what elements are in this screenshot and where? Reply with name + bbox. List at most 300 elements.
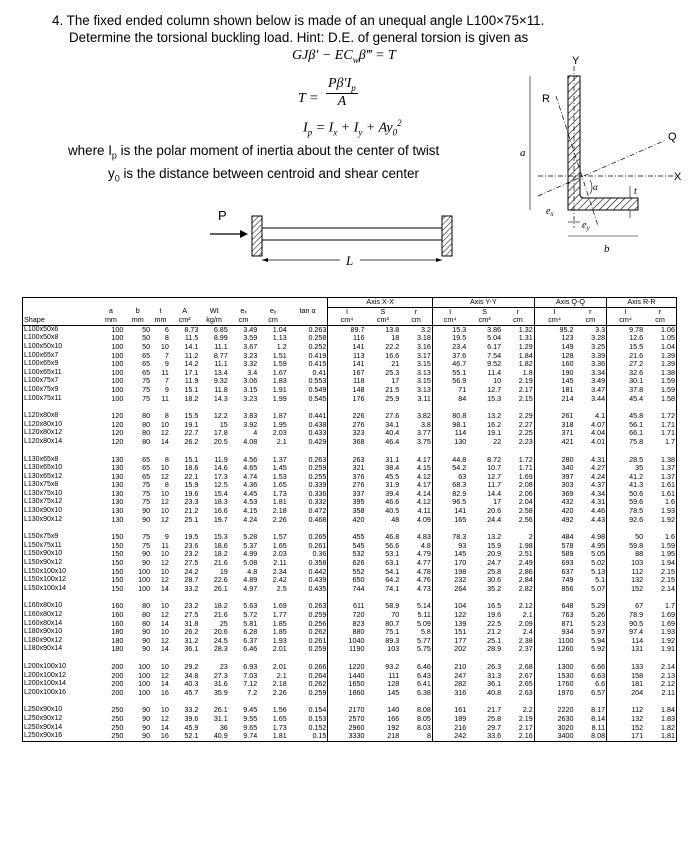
header-unit-0: mm: [104, 315, 117, 325]
table-cell: 0.252: [288, 343, 328, 352]
table-cell: 6.46: [400, 663, 432, 672]
problem-statement: [52, 12, 612, 46]
table-cell: 13.4: [213, 367, 228, 377]
table-cell: 250: [111, 713, 124, 723]
table-cell: 5.04: [487, 333, 502, 343]
table-cell: 1.77: [272, 610, 287, 619]
table-cell: 1300: [557, 661, 574, 671]
table-cell: 100: [111, 367, 124, 377]
table-cell: 823: [352, 618, 365, 628]
table-cell: 1.84: [502, 352, 534, 361]
table-cell: 4.24: [243, 514, 258, 524]
table-cell: 39.6: [184, 713, 199, 723]
table-row: [23, 732, 677, 741]
table-cell: 5.05: [574, 550, 606, 559]
table-cell: 16.2: [487, 419, 502, 429]
table-cell: 45.4: [629, 393, 644, 403]
table-cell: 133: [631, 661, 644, 671]
table-cell: 11.4: [487, 367, 502, 377]
table-cell: 1440: [348, 670, 365, 680]
table-cell: 16: [160, 687, 169, 697]
header-unit-1: mm: [131, 315, 144, 325]
header-symbol-5: eₓ: [240, 306, 247, 316]
table-cell: 30.1: [629, 376, 644, 386]
table-cell: 12: [160, 428, 169, 438]
table-cell: 4.04: [574, 429, 606, 438]
table-cell: 90: [142, 506, 151, 516]
table-cell: 180: [111, 627, 124, 637]
table-cell: 54.2: [452, 463, 467, 473]
table-cell: 4.45: [243, 488, 258, 498]
shape-cell: L100x75x9: [23, 386, 98, 395]
table-cell: 27.3: [213, 670, 228, 680]
table-cell: 5.94: [574, 637, 606, 646]
table-cell: 3.4: [247, 367, 258, 377]
table-cell: 50: [142, 324, 151, 334]
table-cell: 100: [138, 687, 151, 697]
table-cell: 2.49: [502, 559, 534, 568]
table-cell: 200: [111, 679, 124, 689]
table-cell: 376: [352, 471, 365, 481]
table-cell: 40.8: [487, 687, 502, 697]
table-cell: 139: [454, 618, 467, 628]
table-cell: 90: [142, 635, 151, 645]
table-cell: 23.4: [452, 341, 467, 351]
table-cell: 9.78: [629, 324, 644, 334]
table-cell: 693: [561, 558, 574, 568]
table-cell: 31.6: [213, 679, 228, 689]
table-cell: 90: [142, 514, 151, 524]
table-cell: 23: [219, 661, 228, 671]
table-cell: 8: [164, 333, 169, 343]
table-cell: 8.08: [400, 706, 432, 715]
table-cell: 114: [454, 428, 467, 438]
table-cell: 24.5: [213, 635, 228, 645]
table-cell: 177: [454, 635, 467, 645]
table-cell: 45.8: [629, 411, 644, 421]
header-symbol-6: eᵧ: [269, 306, 277, 316]
table-cell: 4.27: [574, 464, 606, 473]
table-cell: 112: [631, 705, 644, 715]
table-cell: 2.03: [272, 549, 287, 559]
table-cell: 1.04: [644, 343, 676, 352]
table-cell: 93.2: [385, 661, 400, 671]
header-unit-10: cm: [400, 316, 432, 325]
table-cell: 0.472: [288, 507, 328, 516]
table-cell: 2.26: [272, 687, 287, 697]
table-cell: 4.09: [400, 516, 432, 525]
table-cell: 226: [352, 411, 365, 421]
table-cell: 1.95: [644, 550, 676, 559]
table-cell: 8.72: [487, 454, 502, 464]
table-cell: 45.5: [385, 471, 400, 481]
table-cell: 1.51: [272, 350, 287, 360]
table-cell: 14.3: [213, 393, 228, 403]
shape-cell: L250x90x12: [23, 715, 98, 724]
table-cell: 1.6: [644, 533, 676, 542]
table-cell: 90: [142, 705, 151, 715]
table-cell: 0.433: [288, 429, 328, 438]
table-cell: 160: [111, 610, 124, 619]
table-cell: 40.4: [385, 428, 400, 438]
table-cell: 95.2: [559, 324, 574, 334]
table-cell: 150: [111, 549, 124, 559]
header-unit-12: cm³: [478, 315, 491, 325]
table-cell: 4.73: [400, 585, 432, 594]
header-unit-3: cm²: [178, 315, 191, 325]
table-cell: 3.15: [243, 384, 258, 394]
table-cell: 749: [561, 575, 574, 585]
shape-cell: L120x80x14: [23, 438, 98, 447]
table-cell: 1.69: [272, 601, 287, 611]
table-cell: 7.12: [243, 679, 258, 689]
table-cell: 4.98: [574, 533, 606, 542]
shape-cell: L150x100x12: [23, 576, 98, 585]
header-unit-15: cm: [574, 316, 606, 325]
table-cell: 15.5: [184, 411, 199, 421]
table-cell: 20.6: [487, 506, 502, 516]
table-cell: 11.1: [214, 359, 228, 369]
table-cell: 98.1: [452, 419, 467, 429]
table-cell: 18.6: [184, 463, 199, 473]
table-cell: 7.54: [487, 350, 502, 360]
table-cell: 18: [391, 333, 400, 343]
table-cell: 23.2: [184, 601, 199, 611]
table-cell: 6: [164, 324, 169, 334]
table-cell: 192: [387, 722, 400, 732]
table-cell: 4.01: [574, 438, 606, 447]
table-cell: 4.95: [574, 542, 606, 551]
table-cell: 123: [561, 333, 574, 343]
table-cell: 214: [561, 393, 574, 403]
table-cell: 1.87: [272, 411, 287, 421]
table-cell: 744: [352, 583, 365, 593]
table-cell: 1.71: [644, 421, 676, 430]
table-cell: 16: [160, 731, 169, 741]
table-cell: 65: [142, 471, 151, 481]
table-cell: 3.44: [574, 395, 606, 404]
table-cell: 1.38: [644, 369, 676, 378]
table-cell: 9.52: [487, 359, 502, 369]
table-cell: 80: [142, 601, 151, 611]
table-cell: 5.72: [243, 610, 258, 619]
shape-cell: L130x75x8: [23, 481, 98, 490]
table-cell: 9: [164, 532, 169, 542]
table-cell: 26.1: [213, 583, 228, 593]
table-cell: 26.1: [213, 705, 228, 715]
table-cell: 1860: [348, 687, 365, 697]
table-cell: 90.5: [629, 618, 644, 628]
table-cell: 250: [111, 705, 124, 715]
table-cell: 0.553: [288, 377, 328, 386]
table-cell: 316: [454, 687, 467, 697]
table-cell: 1.59: [272, 359, 287, 369]
table-cell: 8.99: [213, 333, 228, 343]
table-cell: 11.5: [184, 333, 199, 343]
table-cell: 1.93: [272, 635, 287, 645]
table-cell: 3.39: [574, 352, 606, 361]
table-cell: 12.5: [213, 480, 228, 490]
table-cell: 1.06: [644, 325, 676, 334]
table-cell: 4: [253, 428, 258, 438]
table-cell: 218: [387, 731, 400, 741]
table-cell: 0.336: [288, 490, 328, 499]
table-cell: 14: [160, 722, 169, 732]
table-cell: 250: [111, 722, 124, 732]
table-cell: 5.14: [400, 602, 432, 611]
table-cell: 4.37: [574, 481, 606, 490]
table-cell: 25: [219, 618, 228, 628]
table-cell: 1.65: [272, 713, 287, 723]
table-cell: 5.02: [574, 559, 606, 568]
table-cell: 0.266: [288, 663, 328, 672]
header-symbol-14: I: [553, 306, 556, 316]
table-cell: 1.53: [272, 471, 287, 481]
table-cell: 16.6: [385, 350, 400, 360]
table-cell: 6.37: [243, 635, 258, 645]
table-cell: 8.73: [184, 324, 199, 334]
unit-header-row: [23, 316, 677, 325]
table-cell: 0.152: [288, 724, 328, 733]
table-cell: 5.92: [574, 645, 606, 654]
table-cell: 4.53: [243, 497, 258, 507]
table-cell: 90: [142, 713, 151, 723]
header-symbol-12: S: [482, 306, 488, 316]
table-cell: 0.358: [288, 559, 328, 568]
table-cell: 151: [454, 627, 467, 637]
table-cell: 6.41: [400, 680, 432, 689]
table-cell: 82.9: [452, 488, 467, 498]
table-cell: 492: [561, 514, 574, 524]
table-cell: 158: [631, 670, 644, 680]
table-cell: 80: [142, 610, 151, 619]
table-cell: 4.89: [243, 575, 258, 585]
shape-cell: L250x90x10: [23, 706, 98, 715]
table-cell: 9.32: [213, 376, 228, 386]
table-cell: 3.36: [574, 360, 606, 369]
table-cell: 0.263: [288, 456, 328, 465]
shape-cell: L100x65x11: [23, 369, 98, 378]
table-cell: 2.03: [272, 428, 287, 438]
table-cell: 96.5: [452, 497, 467, 507]
table-cell: 323: [352, 428, 365, 438]
table-cell: 160: [111, 618, 124, 628]
table-cell: 150: [111, 583, 124, 593]
table-cell: 152: [631, 722, 644, 732]
table-cell: 90: [142, 549, 151, 559]
table-cell: 18.3: [213, 497, 228, 507]
table-cell: 18.2: [213, 549, 228, 559]
table-cell: 369: [561, 488, 574, 498]
table-cell: 2220: [557, 705, 574, 715]
table-cell: 200: [111, 661, 124, 671]
table-cell: 15.3: [452, 324, 467, 334]
table-cell: 2.06: [502, 490, 534, 499]
header-symbol-17: r: [644, 307, 676, 316]
equation-torque: T = $\frac{P\beta'I_p}{A}$: [298, 76, 356, 109]
table-row: [23, 395, 677, 404]
table-cell: 114: [631, 635, 644, 645]
table-cell: 112: [631, 566, 644, 576]
table-cell: 120: [111, 419, 124, 429]
table-cell: 1.2: [276, 341, 287, 351]
shape-cell: L100x65x9: [23, 360, 98, 369]
table-cell: 64.2: [385, 575, 400, 585]
shape-cell: L150x90x10: [23, 550, 98, 559]
shape-cell: L100x75x11: [23, 395, 98, 404]
table-cell: 2.18: [272, 679, 287, 689]
table-cell: 3.15: [400, 360, 432, 369]
table-cell: 1220: [348, 661, 365, 671]
table-cell: 52.1: [184, 731, 199, 741]
table-cell: 41.2: [629, 471, 644, 481]
table-cell: 58.9: [385, 601, 400, 611]
table-cell: 9: [164, 359, 169, 369]
table-cell: 4.65: [243, 463, 258, 473]
table-cell: 100: [111, 341, 124, 351]
header-unit-8: cm⁴: [340, 315, 354, 325]
shape-cell: L200x100x10: [23, 663, 98, 672]
table-cell: 53.1: [385, 549, 400, 559]
table-cell: 1.59: [644, 377, 676, 386]
header-symbol-13: r: [502, 307, 534, 316]
table-cell: 3.86: [487, 324, 502, 334]
header-unit-16: cm⁴: [619, 315, 632, 325]
shape-cell: L130x65x12: [23, 473, 98, 482]
table-cell: 2.01: [272, 644, 287, 654]
table-cell: 78.5: [629, 506, 644, 516]
table-cell: 36.1: [184, 644, 199, 654]
table-cell: 45.9: [184, 722, 199, 732]
table-cell: 55.1: [452, 367, 467, 377]
table-cell: 100: [138, 575, 151, 585]
table-cell: 7: [164, 350, 169, 360]
ey-label: $e_y$: [582, 220, 590, 232]
table-cell: 2.1: [276, 670, 287, 680]
table-cell: 202: [454, 644, 467, 654]
table-cell: 75.8: [629, 436, 644, 446]
table-cell: 1.29: [502, 343, 534, 352]
table-cell: 0.256: [288, 620, 328, 629]
table-cell: 2.29: [502, 412, 534, 421]
table-cell: 0.441: [288, 412, 328, 421]
table-cell: 3.16: [400, 343, 432, 352]
table-cell: 6.6: [574, 680, 606, 689]
table-cell: 1.65: [272, 480, 287, 490]
table-cell: 34.8: [184, 670, 199, 680]
table-cell: 180: [111, 644, 124, 654]
table-cell: 420: [352, 514, 365, 524]
table-cell: 38.4: [385, 463, 400, 473]
table-cell: 16.5: [487, 601, 502, 611]
table-cell: 589: [561, 549, 574, 559]
table-cell: 14: [160, 644, 169, 654]
table-cell: 421: [561, 436, 574, 446]
table-cell: 5.8: [400, 628, 432, 637]
table-cell: 0.439: [288, 576, 328, 585]
table-cell: 10: [160, 341, 169, 351]
table-cell: 3020: [557, 722, 574, 732]
table-cell: 21: [391, 359, 400, 369]
header-unit-5: cm: [238, 315, 249, 325]
table-cell: 2.11: [273, 558, 287, 568]
table-cell: 3.59: [243, 333, 258, 343]
table-cell: 3.23: [243, 350, 258, 360]
table-cell: 2.37: [502, 645, 534, 654]
table-cell: 3.82: [400, 412, 432, 421]
table-cell: 3.77: [400, 429, 432, 438]
table-cell: 120: [111, 436, 124, 446]
table-cell: 11: [161, 393, 169, 403]
table-row: [23, 645, 677, 654]
shape-cell: L100x65x7: [23, 352, 98, 361]
dimension-a-label: a: [520, 147, 526, 159]
table-cell: 6.93: [243, 661, 258, 671]
table-cell: 4.12: [400, 473, 432, 482]
table-cell: 14.1: [184, 341, 199, 351]
table-cell: 145: [561, 376, 574, 386]
table-cell: 1.92: [644, 516, 676, 525]
table-cell: 3.83: [243, 411, 258, 421]
table-cell: 10: [160, 627, 169, 637]
table-cell: 10.7: [487, 463, 502, 473]
table-cell: 100: [138, 670, 151, 680]
table-cell: 24.7: [487, 558, 502, 568]
alpha-label: α: [593, 182, 598, 192]
table-cell: 2.5: [276, 583, 287, 593]
table-cell: 2.58: [502, 507, 534, 516]
table-cell: 3.11: [400, 395, 432, 404]
table-cell: 17.1: [184, 367, 199, 377]
table-cell: 4.15: [400, 464, 432, 473]
shape-cell: L150x90x12: [23, 559, 98, 568]
table-cell: 5.97: [574, 628, 606, 637]
table-cell: 8: [164, 411, 169, 421]
table-cell: 141: [352, 359, 365, 369]
shape-cell: L100x50x6: [23, 325, 98, 334]
table-cell: 5.13: [574, 568, 606, 577]
q-axis: [538, 140, 666, 196]
table-cell: 122: [454, 610, 467, 619]
table-cell: 13.2: [487, 532, 502, 542]
table-cell: 0.545: [288, 395, 328, 404]
table-cell: 856: [561, 583, 574, 593]
table-cell: 10: [160, 566, 169, 576]
table-cell: 71: [458, 384, 467, 394]
table-cell: 484: [561, 532, 574, 542]
table-cell: 100: [138, 583, 151, 593]
table-cell: 3.47: [574, 386, 606, 395]
table-cell: 75: [142, 497, 151, 507]
shape-cell: L100x50x10: [23, 343, 98, 352]
header-symbol-10: r: [400, 307, 432, 316]
table-cell: 150: [111, 558, 124, 568]
table-cell: 90: [142, 627, 151, 637]
table-cell: 4.78: [400, 568, 432, 577]
table-cell: 93: [458, 540, 467, 550]
table-cell: 26.2: [184, 627, 199, 637]
header-unit-9: cm³: [376, 315, 389, 325]
table-cell: 1.13: [272, 333, 287, 343]
table-cell: 14: [160, 618, 169, 628]
table-cell: 3.32: [243, 359, 258, 369]
table-cell: 2.18: [272, 506, 287, 516]
table-cell: 2.34: [272, 566, 287, 576]
table-row: [23, 438, 677, 447]
table-cell: 25.3: [385, 367, 400, 377]
table-cell: 11.7: [487, 480, 502, 490]
table-cell: 637: [561, 566, 574, 576]
